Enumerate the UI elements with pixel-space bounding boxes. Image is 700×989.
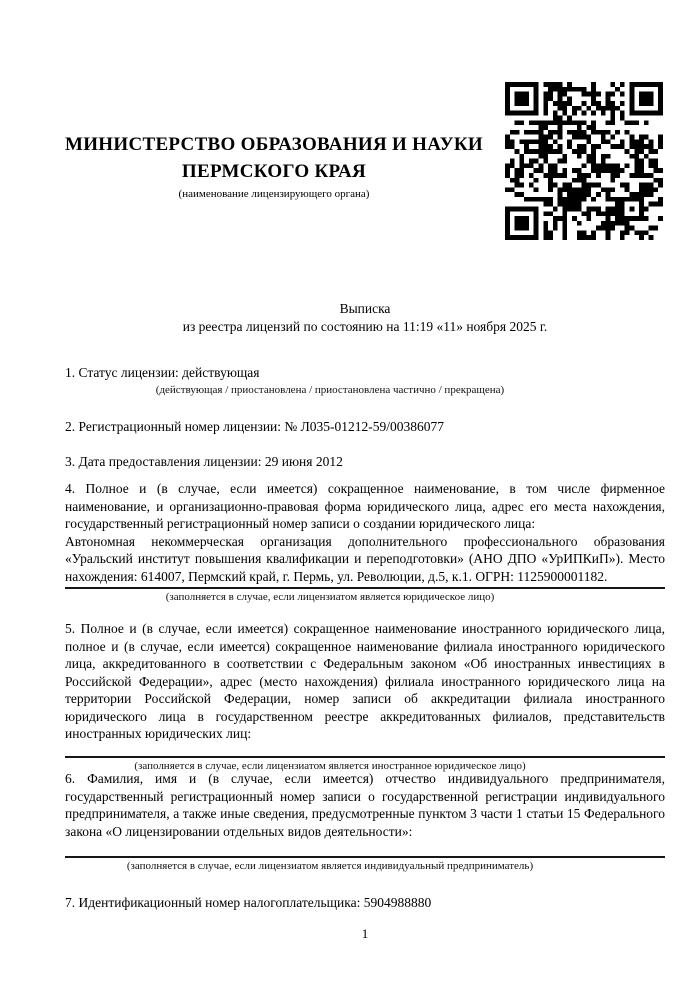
foreign-entity-description: 5. Полное и (в случае, если имеется) сокращенное наименование иностранного юридического лица, полное и (в случае, если имеется) сокращенное наименование филиала иностранного юридического лица, аккредитованного в соответствии с Федеральным законом «Об иностранных инвестициях в Российской Федерации», адрес (место нахождения) филиала иностранного юридического лица на территории Российской Федерации, номер записи об аккредитации филиала иностранного юридического лица в государственном реестре аккредитованных филиалов, представительств иностранных юридических лиц: bbox=[65, 621, 665, 741]
legal-entity-caption: (заполняется в случае, если лицензиатом является юридическое лицо) bbox=[165, 591, 495, 603]
entrepreneur-caption: (заполняется в случае, если лицензиатом является индивидуальный предприниматель) bbox=[126, 860, 534, 872]
item-entrepreneur bbox=[65, 770, 665, 873]
item-license-date bbox=[65, 453, 665, 471]
legal-entity-description: 4. Полное и (в случае, если имеется) сокращенное наименование, в том числе фирменное наименование, и организационно-правовая форма юридического лица, адрес его места нахождения, государственный регистрационный номер записи о создании юридического лица: bbox=[65, 481, 665, 531]
foreign-entity-caption: (заполняется в случае, если лицензиатом является иностранное юридическое лицо) bbox=[134, 759, 526, 772]
legal-entity-underline bbox=[65, 587, 665, 589]
item-legal-entity bbox=[65, 480, 665, 604]
page-number: 1 bbox=[361, 926, 369, 941]
foreign-entity-underline bbox=[65, 756, 665, 758]
license-date-text: 3. Дата предоставления лицензии: 29 июня 2012 bbox=[65, 454, 343, 469]
taxpayer-id-text: 7. Идентификационный номер налогоплательщика: 5904988880 bbox=[65, 895, 432, 910]
item-registration-number bbox=[65, 418, 665, 436]
ministry-name bbox=[58, 131, 490, 185]
ministry-header bbox=[58, 131, 490, 201]
ministry-name-line1: МИНИСТЕРСТВО ОБРАЗОВАНИЯ И НАУКИ bbox=[64, 134, 484, 155]
item-taxpayer-id bbox=[65, 894, 665, 912]
ministry-caption: (наименование лицензирующего органа) bbox=[178, 188, 370, 200]
license-status-text: 1. Статус лицензии: действующая bbox=[65, 365, 260, 380]
legal-entity-value: Автономная некоммерческая организация дополнительного профессионального образования «Уральский институт повышения квалификации и переподготовки» (АНО ДПО «УрИПКиП»). Место нахождения: 614007, Пермский край, г. Пермь, ул. Революции, д.5, к.1. ОГРН: 1125900001182. bbox=[65, 533, 665, 584]
document-title bbox=[65, 300, 665, 335]
license-status-options-caption: (действующая / приостановлена / приостановлена частично / прекращена) bbox=[155, 383, 505, 396]
document-title-line2: из реестра лицензий по состоянию на 11:19 «11» ноября 2025 г. bbox=[182, 318, 548, 334]
entrepreneur-description: 6. Фамилия, имя и (в случае, если имеется) отчество индивидуального предпринимателя, государственный регистрационный номер записи о государственной регистрации индивидуального предпринимателя, а также иные сведения, предусмотренные пунктом 3 части 1 статьи 15 Федерального закона «О лицензировании отдельных видов деятельности»: bbox=[65, 771, 665, 839]
ministry-name-line2: ПЕРМСКОГО КРАЯ bbox=[181, 161, 367, 182]
document-title-line1: Выписка bbox=[339, 301, 391, 316]
registration-number-text: 2. Регистрационный номер лицензии: № Л035-01212-59/00386077 bbox=[65, 419, 445, 434]
qr-code bbox=[505, 82, 663, 240]
entrepreneur-underline bbox=[65, 856, 665, 858]
item-foreign-entity bbox=[65, 620, 665, 773]
qr-code-canvas bbox=[505, 82, 663, 240]
item-license-status bbox=[65, 364, 665, 397]
